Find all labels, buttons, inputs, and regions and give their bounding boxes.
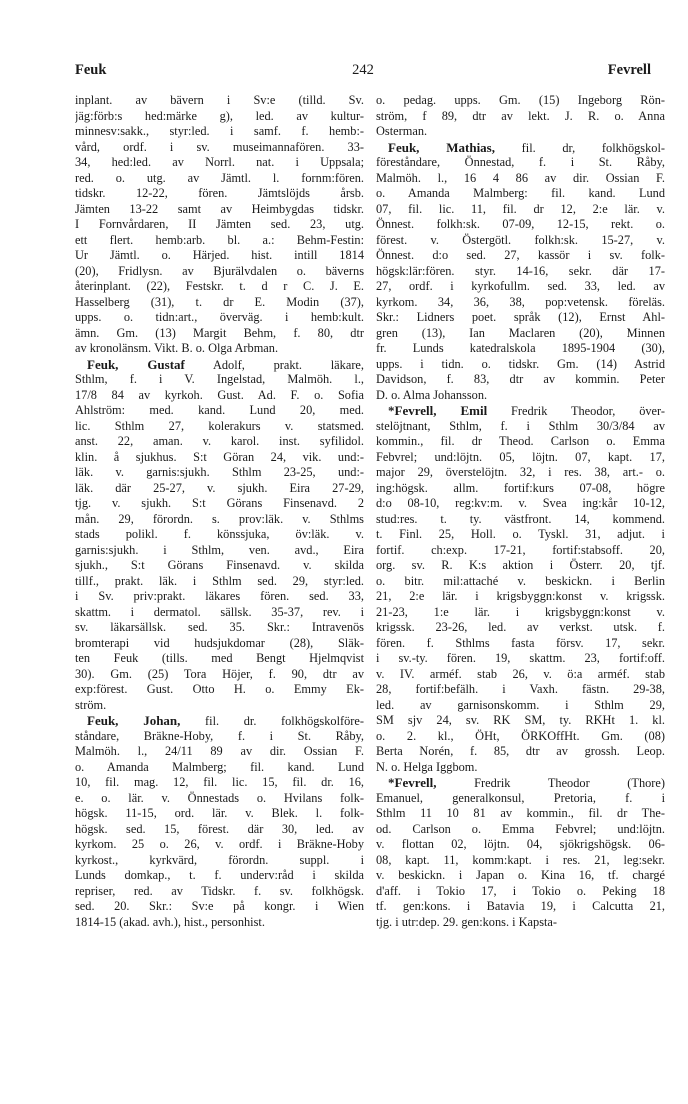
text-line [75, 543, 364, 559]
line-text: exp:förest. Gust. Otto H. o. Emmy Ek- [75, 682, 364, 696]
text-line [75, 589, 364, 605]
line-text: upps. i tidn. o. tidskr. Gm. (14) Astrid [376, 356, 665, 371]
text-line [376, 279, 665, 295]
entry-name: Feuk, Mathias, [388, 139, 495, 155]
text-line [75, 155, 364, 171]
text-line [75, 837, 364, 853]
text-line [376, 605, 665, 621]
text-line [75, 636, 364, 652]
line-text: lic. Sthlm 27, kolerakurs v. statsmed. [75, 418, 364, 433]
line-text: o. Amanda Malmberg; fil. kand. Lund [75, 759, 364, 774]
text-line [376, 698, 665, 714]
text-line [376, 186, 665, 202]
text-line [75, 682, 364, 698]
text-line [75, 760, 364, 776]
entry-start-line [75, 357, 364, 373]
text-line [75, 372, 364, 388]
text-line [376, 822, 665, 838]
text-line [75, 729, 364, 745]
line-text: Önnest. d:o sed. 27, kassör i sv. folk- [376, 248, 665, 262]
line-text: sed. 20. Skr.: Sv:e på kongr. i Wien [75, 899, 364, 913]
line-text: bromterapi vid hudsjukdomar (28), Släk- [75, 635, 364, 650]
line-text: av kronolänsm. Vikt. B. o. Olga Arbman. [75, 341, 279, 355]
line-text: N. o. Helga Iggbom. [376, 759, 478, 774]
text-line [75, 419, 364, 435]
text-line [75, 388, 364, 404]
line-text: fören. f. Sthlms fasta försv. 17, sekr. [376, 635, 665, 650]
line-text: kyrkom. 34, 36, 38, pop:vetensk. föreläs. [376, 294, 665, 309]
line-text: Lunds domkap., t. f. underv:råd i skilda [75, 868, 364, 882]
line-text: Sthlm 11 10 81 av kommin., fil. dr The- [376, 806, 665, 820]
text-line [75, 481, 364, 497]
text-line [376, 512, 665, 528]
text-line [75, 512, 364, 528]
line-text: Adolf, prakt. läkare, [184, 357, 364, 372]
header-left-entry: Feuk [75, 62, 107, 78]
text-line [75, 698, 364, 714]
text-line [376, 558, 665, 574]
text-line [75, 667, 364, 683]
text-line [75, 279, 364, 295]
text-line [376, 481, 665, 497]
text-line [75, 527, 364, 543]
line-text: o. bitr. mil:attaché v. beskickn. i Berlin [376, 573, 665, 588]
line-text: Berta Norén, f. 85, dtr av grossh. Leop. [376, 744, 665, 758]
text-line [376, 636, 665, 652]
text-line [376, 93, 665, 109]
line-text: tf. gen:kons. i Batavia 19, i Calcutta 21, [376, 899, 665, 913]
text-line [75, 496, 364, 512]
line-text: red. o. utg. av Jämtl. l. fornm:fören. [75, 170, 364, 185]
line-text: o. pedag. upps. Gm. (15) Ingeborg Rön- [376, 93, 665, 107]
line-text: förest. v. Östergötl. folkh:sk. 15-27, v. [376, 232, 665, 247]
line-text: stud:res. t. ty. västfront. 14, kommend. [376, 511, 665, 526]
text-line [75, 620, 364, 636]
text-line [376, 806, 665, 822]
line-text: garnis:sjukh. i Sthlm, ven. avd., Eira [75, 542, 364, 557]
line-text: v. IV. arméf. stab 26, v. ö:a arméf. stab [376, 666, 665, 681]
left-column [75, 93, 364, 930]
text-line [376, 853, 665, 869]
line-text: 07, fil. lic. 11, fil. dr 12, 2:e lär. v. [376, 201, 665, 216]
line-text: fr. Lunds katedralskola 1895-1904 (30), [376, 341, 665, 355]
line-text: ett flert. hemb:arb. bl. a.: Behm-Festin: [75, 232, 364, 247]
text-line [75, 202, 364, 218]
line-text: ström. [75, 697, 107, 712]
text-line [75, 822, 364, 838]
line-text: ström, f 89, dtr av lekt. J. R. o. Anna [376, 108, 665, 123]
line-text: sv. läkarsällsk. sed. 35. Skr.: Intravenös [75, 620, 364, 634]
line-text: d:o 08-10, reg:kv:m. v. Svea ing:kår 10-12, [376, 496, 665, 510]
text-line [376, 884, 665, 900]
line-text: 30). Gm. (25) Tora Höjer, f. 90, dtr av [75, 666, 364, 681]
right-column [376, 93, 665, 930]
line-text: mån. 29, förordn. s. prov:läk. v. Sthlms [75, 511, 364, 526]
text-line [376, 760, 665, 776]
line-text: stads polikl. f. könssjuka, öv:läk. v. [75, 527, 364, 541]
text-line [75, 775, 364, 791]
line-text: 27, ordf. i kyrkofullm. sed. 33, led. av [376, 279, 665, 293]
line-text: org. sv. R. K:s aktion i Österr. 20, tjf. [376, 558, 665, 572]
line-text: kyrkost., kyrkvärd, förordn. suppl. i [75, 852, 364, 867]
line-text: (20), Fridlysn. av Bjurälvdalen o. bäverns [75, 263, 364, 278]
text-line [75, 140, 364, 156]
text-line [376, 295, 665, 311]
text-line [376, 124, 665, 140]
line-text: Hasselberg (31), t. dr E. Modin (37), [75, 294, 364, 309]
line-text: ämn. Gm. (13) Margit Behm, f. 80, dtr [75, 325, 364, 340]
line-text: Sthlm, f. i V. Ingelstad, Malmöh. l., [75, 372, 364, 386]
text-line [376, 233, 665, 249]
text-line [376, 155, 665, 171]
line-text: i Sv. priv:prakt. läkares fören. sed. 33, [75, 589, 364, 603]
line-text: högsk. 11-15, ord. lär. v. Blek. l. folk- [75, 806, 364, 820]
line-text: minnesv:sakk., styr:led. i samf. f. hemb:- [75, 124, 364, 138]
line-text: läk. v. garnis:sjukh. Sthlm 23-25, und:- [75, 465, 364, 479]
line-text: 1814-15 (akad. avh.), hist., personhist. [75, 914, 265, 929]
entry-start-line [376, 403, 665, 419]
entry-start-line [376, 140, 665, 156]
text-line [75, 915, 364, 931]
entry-name: *Fevrell, Emil [388, 403, 488, 418]
line-text: gren (13), Ian Maclaren (20), Minnen [376, 325, 665, 340]
line-text: ten Feuk (tills. med Bengt Hjelmqvist [75, 651, 364, 665]
line-text: fil. dr. folkhögskolföre- [180, 714, 364, 728]
text-line [75, 248, 364, 264]
line-text: Fredrik Theodor, över- [487, 404, 665, 418]
text-line [75, 744, 364, 760]
text-line [376, 868, 665, 884]
text-line [376, 543, 665, 559]
text-line [75, 403, 364, 419]
text-line [75, 868, 364, 884]
page-number: 242 [352, 62, 374, 78]
line-text: tjg. v. sjukh. S:t Görans Finsenavd. 2 [75, 496, 364, 510]
text-line [75, 217, 364, 233]
line-text: led. av garnisonskomm. i Sthlm 29, [376, 697, 665, 712]
text-line [75, 450, 364, 466]
line-text: 10, fil. mag. 12, fil. lic. 15, fil. dr. 16, [75, 775, 364, 789]
line-text: Malmöh. l., 24/11 89 av dir. Ossian F. [75, 744, 364, 758]
line-text: d'aff. i Tokio 17, i Tokio o. Peking 18 [376, 883, 665, 898]
line-text: Skr.: Lidners poet. språk (12), Ernst Ahl- [376, 310, 665, 324]
text-line [376, 217, 665, 233]
line-text: läk. där 25-27, v. sjukh. Eira 27-29, [75, 480, 364, 495]
line-text: anst. 22, aman. v. karol. inst. syfilidol. [75, 434, 364, 448]
line-text: e. o. lär. v. Önnestads o. Hvilans folk- [75, 790, 364, 805]
line-text: D. o. Alma Johansson. [376, 387, 488, 402]
text-line [376, 450, 665, 466]
line-text: Ur Jämtl. o. Härjed. hist. intill 1814 [75, 248, 364, 262]
line-text: 21, 2:e lär. i krigsbyggn:konst v. krigssk. [376, 589, 665, 603]
text-line [376, 574, 665, 590]
text-line [376, 744, 665, 760]
line-text: kommin., fil. dr Theod. Carlson o. Emma [376, 434, 665, 448]
text-line [75, 171, 364, 187]
text-line [75, 806, 364, 822]
entry-name: *Fevrell, [388, 775, 437, 790]
text-line [376, 713, 665, 729]
entry-name: Feuk, Johan, [87, 713, 181, 728]
text-line [75, 93, 364, 109]
text-line [376, 589, 665, 605]
line-text: högsk. sed. 15, förest. där 30, led. av [75, 821, 364, 836]
line-text: ing:högsk. allm. fortif:kurs 07-08, högre [376, 480, 665, 495]
text-line [75, 310, 364, 326]
line-text: 28, fortif:befälh. i Vaxh. fästn. 29-38, [376, 682, 665, 696]
line-text: Malmöh. l., 16 4 86 av dir. Ossian F. [376, 170, 665, 185]
text-line [376, 248, 665, 264]
line-text: Osterman. [376, 124, 428, 138]
text-line [376, 171, 665, 187]
line-text: fortif. ch:exp. 17-21, fortif:stabsoff. 20, [376, 542, 665, 557]
text-line [376, 419, 665, 435]
line-text: föreståndare, Önnestad, f. i St. Råby, [376, 155, 665, 169]
line-text: Febvrel; und:löjtn. 05, löjtn. 07, kapt. 17, [376, 449, 665, 464]
text-line [75, 186, 364, 202]
text-line [75, 124, 364, 140]
text-line [376, 465, 665, 481]
header-right-entry: Fevrell [607, 62, 651, 78]
text-line [376, 372, 665, 388]
line-text: krigssk. 23-26, led. av verkst. utsk. f. [376, 620, 665, 634]
line-text: od. Carlson o. Emma Febvrel; und:löjtn. [376, 821, 665, 836]
line-text: kyrkom. 25 o. 26, v. ordf. i Bräkne-Hoby [75, 837, 364, 851]
line-text: Fredrik Theodor (Thore) [436, 776, 665, 790]
line-text: Davidson, f. 83, dtr av kommin. Peter [376, 372, 665, 386]
line-text: klin. å sjukhus. S:t Göran 24, vik. und:- [75, 449, 364, 464]
text-line [376, 357, 665, 373]
line-text: o. 2. kl., ÖHt, ÖRKOffHt. Gm. (08) [376, 728, 665, 743]
line-text: I Fornvårdaren, II Jämten sed. 23, utg. [75, 217, 364, 231]
text-line [75, 295, 364, 311]
line-text: stelöjtnant, Sthlm, f. i Sthlm 30/3/84 av [376, 418, 665, 433]
entry-name: Feuk, Gustaf [87, 356, 185, 372]
line-text: Ahlström: med. kand. Lund 20, med. [75, 403, 364, 417]
text-line [75, 574, 364, 590]
line-text: återinplant. (22), Festskr. t. d r C. J. E. [75, 279, 364, 293]
text-line [75, 264, 364, 280]
line-text: 34, hed:led. av Norrl. nat. i Uppsala; [75, 155, 364, 169]
text-line [376, 915, 665, 931]
line-text: 21-23, 1:e lär. i krigsbyggn:konst v. [376, 604, 665, 619]
text-line [376, 434, 665, 450]
text-line [75, 109, 364, 125]
line-text: upps. o. tidn:art., överväg. i hemb:kult. [75, 310, 364, 324]
text-line [75, 605, 364, 621]
line-text: vård, ordf. i sv. museimannafören. 33- [75, 139, 364, 154]
text-line [376, 109, 665, 125]
line-text: Jämten 13-22 samt av Heimbygdas tidskr. [75, 201, 364, 216]
text-line [75, 853, 364, 869]
line-text: 17/8 84 av kyrkoh. Gust. Ad. F. o. Sofia [75, 387, 364, 402]
line-text: jäg:förb:s hed:märke g), led. av kultur- [75, 108, 364, 123]
entry-start-line [75, 713, 364, 729]
line-text: skattm. i dermatol. sällsk. 35-37, rev. i [75, 604, 364, 619]
line-text: fil. dr, folkhögskol- [495, 140, 665, 155]
line-text: sjukh., S:t Görans Finsenavd. v. skilda [75, 558, 364, 572]
text-line [376, 620, 665, 636]
line-text: repriser, red. av Tidskr. f. sv. folkhögsk. [75, 883, 364, 898]
text-line [376, 667, 665, 683]
text-line [75, 651, 364, 667]
text-line [376, 341, 665, 357]
line-text: tidskr. 12-22, fören. Jämtslöjds årsb. [75, 186, 364, 200]
line-text: Önnest. folkh:sk. 07-09, 12-15, rekt. o. [376, 217, 665, 231]
line-text: v. beskickn. i Japan o. Kina 16, tf. chargé [376, 868, 665, 882]
text-line [376, 837, 665, 853]
running-header [75, 62, 651, 82]
text-line [376, 527, 665, 543]
text-line [376, 729, 665, 745]
line-text: v. flottan 02, löjtn. 04, sjökrigshögsk. 06- [376, 837, 665, 851]
line-text: i sv.-ty. fören. 19, skattm. 23, fortif:off. [376, 651, 665, 665]
text-line [376, 899, 665, 915]
line-text: 08, kapt. 11, komm:kapt. i res. 21, leg:sekr. [376, 852, 665, 867]
text-line [376, 326, 665, 342]
text-line [75, 326, 364, 342]
line-text: Emanuel, generalkonsul, Pretoria, f. i [376, 790, 665, 805]
line-text: major 29, överstelöjtn. 32, i res. 38, art.- o. [376, 465, 665, 479]
line-text: t. Finl. 25, Holl. o. Tyskl. 31, adjut. i [376, 527, 665, 541]
line-text: högsk:lär:fören. styr. 14-16, sekr. där 17- [376, 263, 665, 278]
entry-start-line [376, 775, 665, 791]
text-line [75, 558, 364, 574]
line-text: tjg. i utr:dep. 29. gen:kons. i Kapsta- [376, 914, 558, 929]
text-line [75, 791, 364, 807]
line-text: SM sjv 24, sv. RK SM, ty. RKHt 1. kl. [376, 713, 665, 727]
text-line [75, 434, 364, 450]
text-line [376, 682, 665, 698]
text-line [75, 233, 364, 249]
text-line [75, 884, 364, 900]
text-line [376, 202, 665, 218]
text-line [376, 264, 665, 280]
text-line [75, 899, 364, 915]
text-line [376, 496, 665, 512]
line-text: tillf., prakt. läk. i Sthlm sed. 29, styr:led. [75, 573, 364, 588]
text-line [376, 310, 665, 326]
line-text: inplant. av bävern i Sv:e (tilld. Sv. [75, 93, 364, 107]
text-line [376, 651, 665, 667]
text-line [75, 465, 364, 481]
text-line [376, 388, 665, 404]
text-line [376, 791, 665, 807]
line-text: o. Amanda Malmberg: fil. kand. Lund [376, 186, 665, 200]
line-text: ståndare, Bräkne-Hoby, f. i St. Råby, [75, 728, 364, 743]
text-line [75, 341, 364, 357]
